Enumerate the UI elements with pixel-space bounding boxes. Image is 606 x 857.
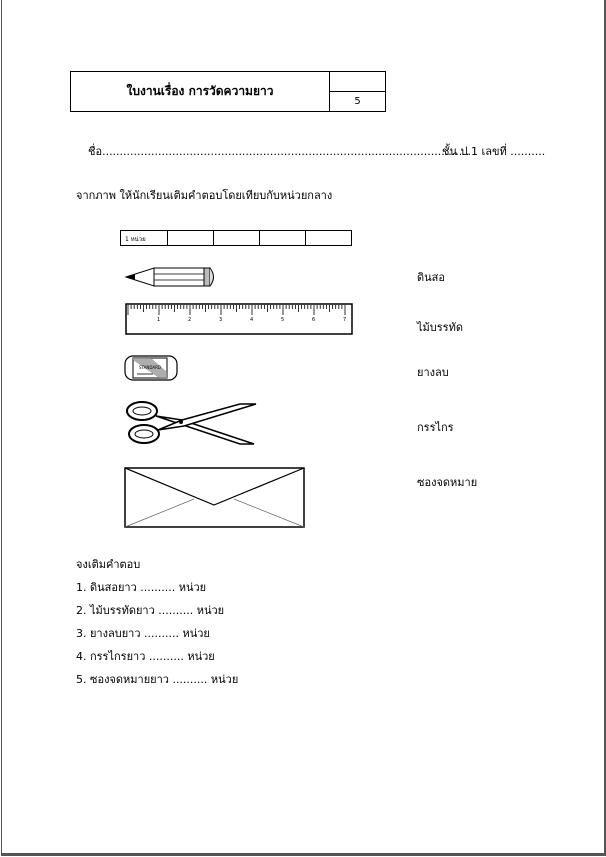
item-label-scissors: กรรไกร [417, 421, 454, 434]
svg-text:5: 5 [281, 317, 285, 323]
answer-line-4: 4. กรรไกรยาว .......... หน่วย [76, 650, 215, 663]
answers-heading: จงเติมคำตอบ [76, 558, 141, 571]
eraser-icon [123, 354, 179, 382]
answer-line-2: 2. ไม้บรรทัดยาว .......... หน่วย [76, 604, 225, 617]
unit-cell-2 [167, 230, 214, 246]
item-label-envelope: ซองจดหมาย [417, 476, 478, 489]
answer-line-5: 5. ซองจดหมายยาว .......... หน่วย [76, 673, 239, 686]
worksheet-title: ใบงานเรื่อง การวัดความยาว [71, 72, 330, 111]
svg-text:1: 1 [157, 317, 161, 323]
item-label-pencil: ดินสอ [417, 271, 445, 284]
unit-bar [120, 230, 352, 248]
worksheet-number: 5 [354, 96, 361, 107]
ruler-icon [124, 302, 356, 338]
scissors-icon [124, 398, 262, 448]
unit-cell-4 [259, 230, 306, 246]
grade-field: ชั้น ป.1 เลขที่ .......... [442, 145, 546, 158]
worksheet-page [1, 0, 606, 856]
title-side-blank [330, 72, 385, 92]
svg-text:7: 7 [343, 317, 347, 323]
unit-cell-1 [120, 230, 168, 246]
eraser-text: STANDARD [139, 365, 162, 370]
svg-text:4: 4 [250, 317, 254, 323]
instruction-text: จากภาพ ให้นักเรียนเติมคำตอบโดยเทียบกับหน่วยกลาง [76, 189, 333, 202]
svg-text:6: 6 [312, 317, 316, 323]
unit-label: 1 หน่วย [125, 236, 146, 243]
answer-line-1: 1. ดินสอยาว .......... หน่วย [76, 581, 207, 594]
answer-line-3: 3. ยางลบยาว .......... หน่วย [76, 627, 210, 640]
unit-cell-3 [213, 230, 260, 246]
unit-cell-5 [305, 230, 352, 246]
envelope-icon [124, 467, 306, 529]
svg-text:3: 3 [219, 317, 223, 323]
svg-text:2: 2 [188, 317, 192, 323]
item-label-eraser: ยางลบ [417, 366, 449, 379]
name-field: ชื่อ......................................................................................................... [88, 145, 470, 158]
title-box [70, 71, 386, 112]
item-label-ruler: ไม้บรรทัด [417, 321, 463, 334]
pencil-icon [124, 264, 220, 290]
